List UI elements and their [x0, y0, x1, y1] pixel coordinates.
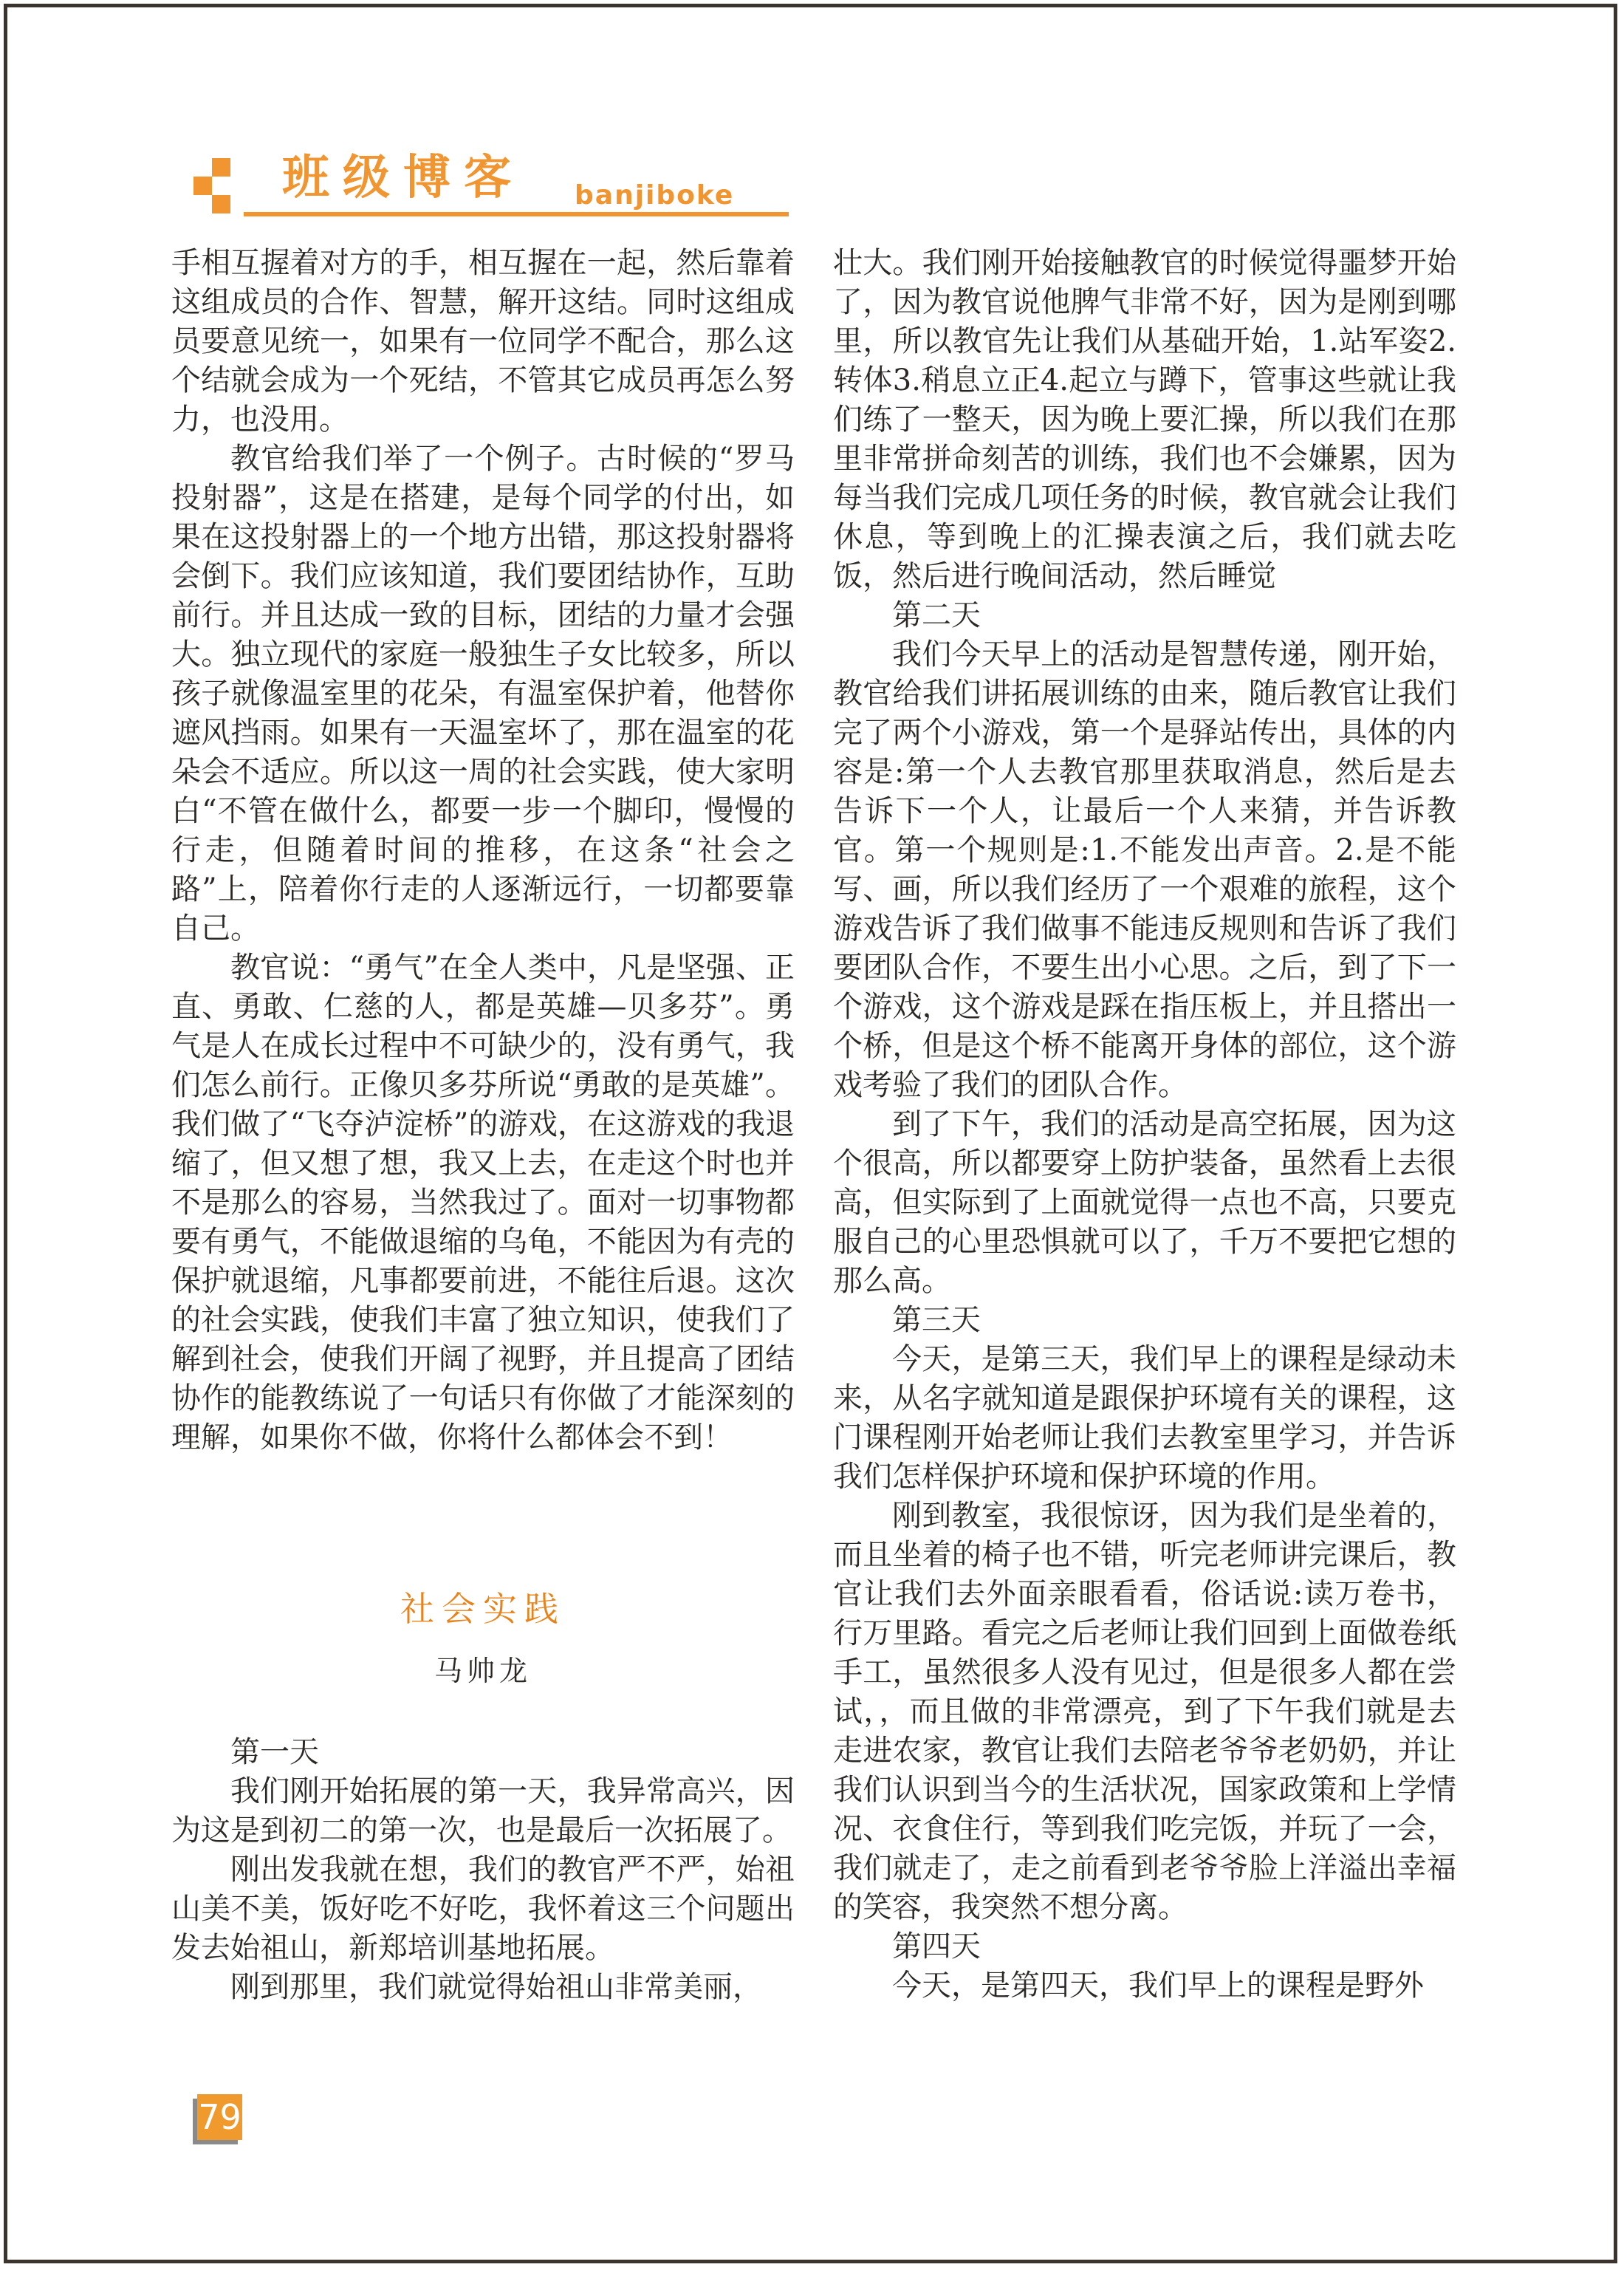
- paragraph: 我们刚开始拓展的第一天，我异常高兴，因为这是到初二的第一次，也是最后一次拓展了。: [171, 1774, 795, 1847]
- checker-squares-logo-icon: [193, 158, 230, 213]
- paragraph: 手相互握着对方的手，相互握在一起，然后靠着这组成员的合作、智慧，解开这结。同时这组成员要意见统一，如果有一位同学不配合，那么这个结就会成为一个死结，不管其它成员再怎么努力，也没用。: [171, 246, 795, 437]
- article-author: 马帅龙: [434, 1655, 532, 1687]
- paragraph: 今天，是第四天，我们早上的课程是野外: [892, 1969, 1424, 2003]
- paragraph: 刚到教室，我很惊讶，因为我们是坐着的，而且坐着的椅子也不错，听完老师讲完课后，教官让我们去外面亲眼看看，俗话说:读万卷书，行万里路。看完之后老师让我们回到上面做卷纸手工，虽然很多人没有见过，但是很多人都在尝试，，而且做的非常漂亮，到了下午我们就是去走进农家，教官让我们去陪老爷爷老奶奶，并让我们认识到当今的生活状况，国家政策和上学情况、衣食住行，等到我们吃完饭，并玩了一会，我们就走了，走之前看到老爷爷脸上洋溢出幸福的笑容，我突然不想分离。: [833, 1499, 1456, 1924]
- paragraph: 第二天: [892, 598, 981, 632]
- header-underline: [244, 212, 789, 216]
- prev-article-continuation: [171, 244, 795, 1457]
- paragraph: 我们今天早上的活动是智慧传递，刚开始，教官给我们讲拓展训练的由来，随后教官让我们完了两个小游戏，第一个是驿站传出，具体的内容是:第一个人去教官那里获取消息，然后是去告诉下一个人，让最后一个人来猜，并告诉教官。第一个规则是:1.不能发出声音。2.是不能写、画，所以我们经历了一个艰难的旅程，这个游戏告诉了我们做事不能违反规则和告诉了我们要团队合作，不要生出小心思。之后，到了下一个游戏，这个游戏是踩在指压板上，并且搭出一个桥，但是这个桥不能离开身体的部位，这个游戏考验了我们的团队合作。: [833, 637, 1456, 1102]
- paragraph: 刚出发我就在想，我们的教官严不严，始祖山美不美，饭好吃不好吃，我怀着这三个问题出发去始祖山，新郑培训基地拓展。: [171, 1853, 795, 1965]
- paragraph: 第三天: [892, 1303, 981, 1337]
- logo-square: [193, 177, 212, 195]
- section-title: 班级博客: [282, 151, 524, 205]
- logo-square: [212, 158, 230, 177]
- section-subtitle: banjiboke: [575, 180, 735, 211]
- paragraph: 第四天: [892, 1929, 981, 1963]
- paragraph: 到了下午，我们的活动是高空拓展，因为这个很高，所以都要穿上防护装备，虽然看上去很高，但实际到了上面就觉得一点也不高，只要克服自己的心里恐惧就可以了，千万不要把它想的那么高。: [833, 1107, 1456, 1298]
- left-column: [171, 244, 795, 2007]
- paragraph: 刚到那里，我们就觉得始祖山非常美丽，: [230, 1970, 762, 2004]
- article-title: 社会实践: [400, 1589, 566, 1629]
- right-column: [833, 244, 1456, 2006]
- article-body-continued: [833, 244, 1456, 2006]
- paragraph: 教官说：“勇气”在全人类中，凡是坚强、正直、勇敢、仁慈的人，都是英雄—贝多芬”。勇气是人在成长过程中不可缺少的，没有勇气，我们怎么前行。正像贝多芬所说“勇敢的是英雄”。我们做了“飞夺泸淀桥”的游戏，在这游戏的我退缩了，但又想了想，我又上去，在走这个时也并不是那么的容易，当然我过了。面对一切事物都要有勇气，不能做退缩的乌龟，不能因为有壳的保护就退缩，凡事都要前进，不能往后退。这次的社会实践，使我们丰富了独立知识，使我们了解到社会，使我们开阔了视野，并且提高了团结协作的能教练说了一句话只有你做了才能深刻的理解，如果你不做，你将什么都体会不到！: [171, 951, 795, 1454]
- logo-square: [212, 195, 230, 213]
- paragraph: 教官给我们举了一个例子。古时候的“罗马投射器”，这是在搭建，是每个同学的付出，如果在这投射器上的一个地方出错，那这投射器将会倒下。我们应该知道，我们要团结协作，互助前行。并且达成一致的目标，团结的力量才会强大。独立现代的家庭一般独生子女比较多，所以孩子就像温室里的花朵，有温室保护着，他替你遮风挡雨。如果有一天温室坏了，那在温室的花朵会不适应。所以这一周的社会实践，使大家明白“不管在做什么，都要一步一个脚印，慢慢的行走，但随着时间的推移，在这条“社会之路”上，陪着你行走的人逐渐远行，一切都要靠自己。: [171, 442, 795, 946]
- paragraph: 壮大。我们刚开始接触教官的时候觉得噩梦开始了，因为教官说他脾气非常不好，因为是刚到哪里，所以教官先让我们从基础开始，1.站军姿2.转体3.稍息立正4.起立与蹲下，管事这些就让我们练了一整天，因为晚上要汇操，所以我们在那里非常拼命刻苦的训练，我们也不会嫌累，因为每当我们完成几项任务的时候，教官就会让我们休息，等到晚上的汇操表演之后，我们就去吃饭，然后进行晚间活动，然后睡觉: [833, 246, 1456, 593]
- article-body-start: [171, 1733, 795, 2007]
- paragraph: 今天，是第三天，我们早上的课程是绿动未来，从名字就知道是跟保护环境有关的课程，这门课程刚开始老师让我们去教室里学习，并告诉我们怎样保护环境和保护环境的作用。: [833, 1342, 1456, 1494]
- page-number-badge: 79: [197, 2094, 242, 2140]
- paragraph: 第一天: [230, 1735, 319, 1769]
